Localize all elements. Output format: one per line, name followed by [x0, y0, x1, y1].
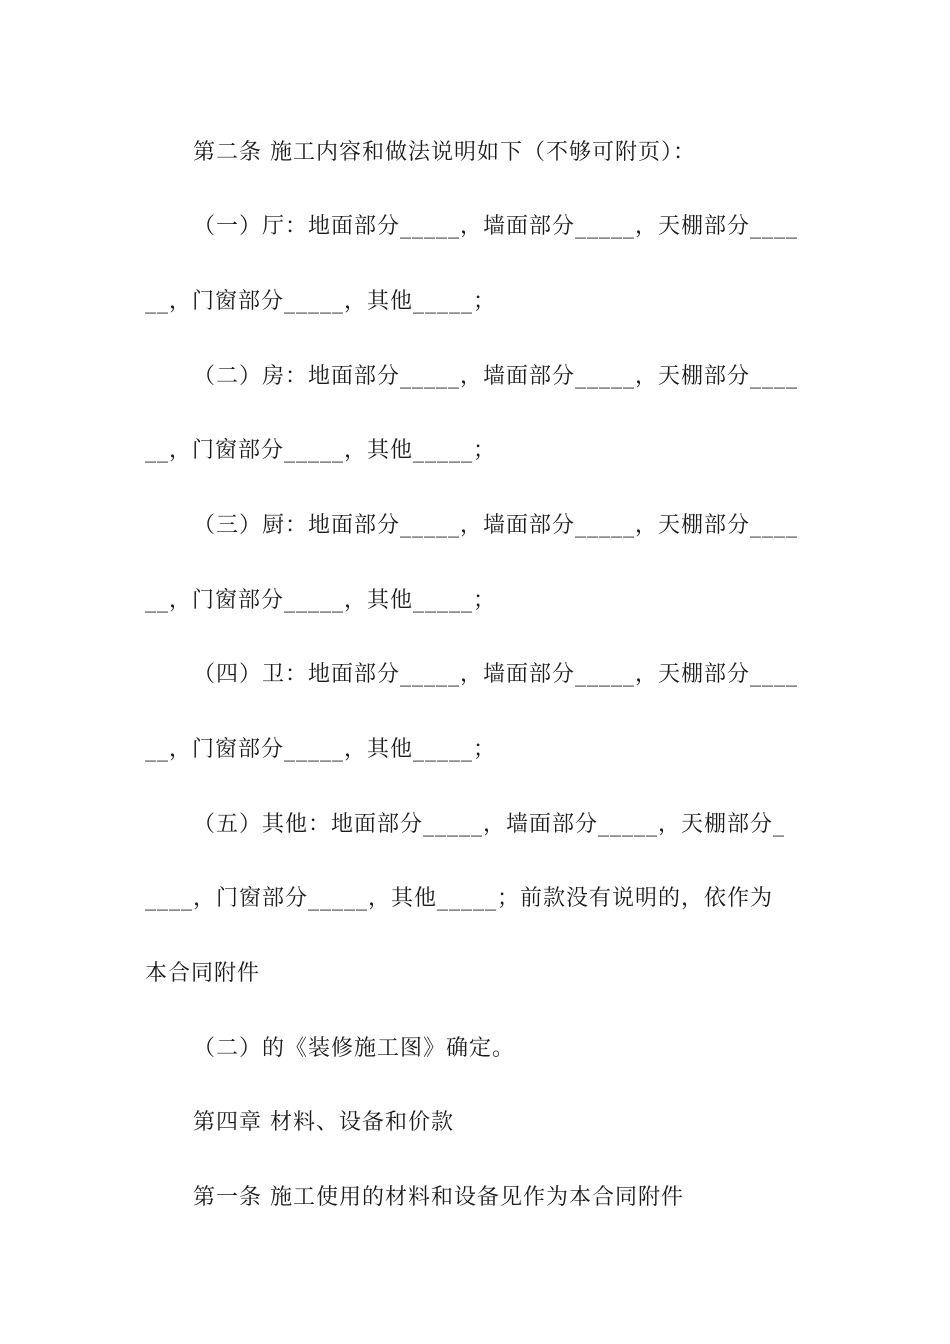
drawing-reference: （二）的《装修施工图》确定。 [193, 1036, 516, 1061]
item-4-bathroom-line-2: __，门窗部分_____，其他_____； [145, 737, 497, 762]
item-4-bathroom-line-1: （四）卫：地面部分_____，墙面部分_____，天棚部分____ [193, 662, 799, 687]
item-3-kitchen-line-2: __，门窗部分_____，其他_____； [145, 588, 497, 613]
item-2-room-line-2: __，门窗部分_____，其他_____； [145, 438, 497, 463]
item-3-kitchen-line-1: （三）厨：地面部分_____，墙面部分_____，天棚部分____ [193, 513, 799, 538]
item-5-other-line-1: （五）其他：地面部分_____，墙面部分_____，天棚部分_ [193, 812, 786, 837]
item-2-room-line-1: （二）房：地面部分_____，墙面部分_____，天棚部分____ [193, 364, 799, 389]
item-1-hall-line-1: （一）厅：地面部分_____，墙面部分_____，天棚部分____ [193, 214, 799, 239]
chapter-4-heading: 第四章 材料、设备和价款 [193, 1110, 454, 1135]
item-5-other-line-2: ____，门窗部分_____，其他_____；前款没有说明的，依作为 [145, 886, 774, 911]
item-5-other-line-3: 本合同附件 [145, 961, 261, 986]
article-2-heading: 第二条 施工内容和做法说明如下（不够可附页）： [193, 140, 696, 165]
item-1-hall-line-2: __，门窗部分_____，其他_____； [145, 289, 497, 314]
article-1-materials: 第一条 施工使用的材料和设备见作为本合同附件 [193, 1185, 684, 1210]
